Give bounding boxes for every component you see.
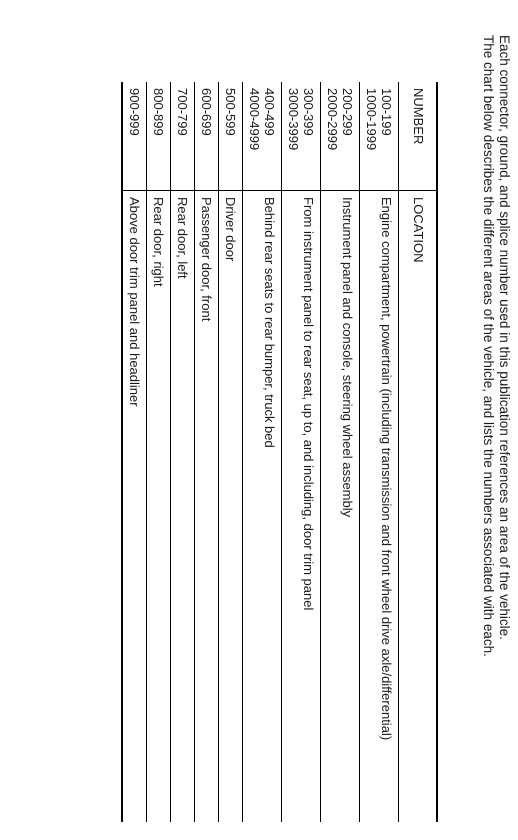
number-range: 3000-3999 — [286, 88, 301, 151]
number-range: 200-299 — [340, 88, 355, 136]
header-location: LOCATION — [399, 191, 438, 823]
number-range-cell — [321, 82, 360, 191]
number-range: 2000-2999 — [325, 88, 340, 151]
intro-line-2: The chart below describes the different areas of the vehicle, and lists the numbers associated with each. — [481, 35, 496, 657]
number-range: 100-199 — [379, 88, 394, 136]
location-cell: Above door trim panel and headliner — [122, 191, 147, 823]
table-row — [321, 82, 360, 822]
number-range: 400-499 — [262, 88, 277, 136]
number-range-cell — [219, 82, 243, 191]
chart-body — [122, 82, 399, 822]
number-range: 700-799 — [175, 88, 190, 136]
table-row — [282, 82, 321, 822]
chart-header-row — [399, 82, 438, 822]
location-cell: Driver door — [219, 191, 243, 823]
number-range-cell — [360, 82, 399, 191]
intro-line-1: Each connector, ground, and splice number used in this publication references an area of the vehicle. — [497, 35, 512, 640]
number-range: 500-599 — [223, 88, 238, 136]
location-cell: Engine compartment, powertrain (including transmission and front wheel drive axle/differential) — [379, 197, 394, 741]
location-cell: Passenger door, front — [195, 191, 219, 823]
table-row — [195, 82, 219, 822]
location-cell: Rear door, left — [171, 191, 195, 823]
location-cell: Behind rear seats to rear bumper, truck bed — [243, 191, 282, 823]
number-range-cell — [147, 82, 171, 191]
number-range-cell — [243, 82, 282, 191]
number-range: 4000-4999 — [247, 88, 262, 151]
number-range: 900-999 — [127, 88, 142, 136]
number-range: 600-699 — [199, 88, 214, 136]
header-number: NUMBER — [399, 82, 438, 191]
table-row — [360, 82, 399, 822]
intro-text — [480, 35, 512, 825]
number-range: 1000-1999 — [364, 88, 379, 151]
location-cell: Instrument panel and console, steering wheel assembly — [321, 191, 360, 823]
table-row — [219, 82, 243, 822]
number-range-cell — [282, 82, 321, 191]
number-range-cell — [171, 82, 195, 191]
table-row — [171, 82, 195, 822]
number-range: 300-399 — [301, 88, 316, 136]
table-row — [147, 82, 171, 822]
location-cell: From instrument panel to rear seat, up to, and including, door trim panel — [282, 191, 321, 823]
area-number-chart — [121, 82, 438, 822]
number-range-cell — [195, 82, 219, 191]
number-range-cell — [122, 82, 147, 191]
location-cell: Rear door, right — [147, 191, 171, 823]
number-range: 800-899 — [151, 88, 166, 136]
table-row — [243, 82, 282, 822]
table-row — [122, 82, 147, 822]
